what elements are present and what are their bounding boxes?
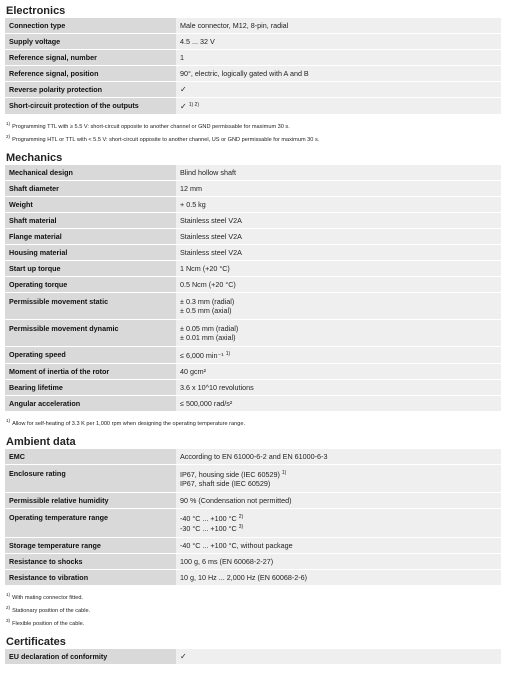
table-row [5,98,501,115]
table-row [5,82,501,98]
table-row [5,380,501,396]
footnote-ref: 2) [238,514,244,520]
spec-value: 1 Ncm (+20 °C) [176,261,501,277]
table-row [5,347,501,364]
footnote-mark: 1) [6,121,11,126]
spec-value: 4.5 ... 32 V [176,34,501,50]
checkmark-icon: ✓ [180,102,187,111]
table-row [5,364,501,380]
spec-label: Permissible movement dynamic [5,320,176,347]
spec-label: Flange material [5,229,176,245]
table-row [5,197,501,213]
mechanics-table [5,165,501,412]
spec-label: Reverse polarity protection [5,82,176,98]
spec-value: Stainless steel V2A [176,213,501,229]
table-row [5,66,501,82]
footnote-text: Stationary position of the cable. [12,608,91,614]
footnote-text: Allow for self-heating of 3.3 K per 1,000 rpm when designing the operating temperature range. [12,421,245,427]
table-row [5,245,501,261]
spec-value: ≤ 6,000 min⁻¹ [180,351,224,360]
spec-value-line2: IP67, shaft side (IEC 60529) [180,479,271,488]
footnote [6,616,510,629]
spec-label: Housing material [5,245,176,261]
spec-value: ± 0.05 mm (radial) [180,324,239,333]
spec-value: 90°, electric, logically gated with A and B [176,66,501,82]
spec-label: Operating temperature range [5,509,176,538]
spec-label: Moment of inertia of the rotor [5,364,176,380]
certificates-table [5,649,501,665]
footnote-mark: 2) [6,134,11,139]
spec-value-cell [176,82,501,98]
table-row [5,277,501,293]
spec-value: + 0.5 kg [176,197,501,213]
table-row [5,465,501,493]
spec-value: 100 g, 6 ms (EN 60068-2-27) [176,554,501,570]
table-row [5,34,501,50]
footnote-mark: 2) [6,605,11,610]
footnote-text: With mating connector fitted. [12,595,83,601]
spec-value: ± 0.3 mm (radial) [180,297,235,306]
section-title-certificates: Certificates [6,636,66,648]
spec-label: Permissible movement static [5,293,176,320]
spec-label: Mechanical design [5,165,176,181]
ambient-footnotes [6,590,510,629]
table-row [5,554,501,570]
spec-value: Stainless steel V2A [176,245,501,261]
footnote-mark: 1) [6,592,11,597]
table-row [5,509,501,538]
spec-value-line1 [180,513,497,523]
electronics-table [5,18,501,115]
spec-value-cell [176,649,501,665]
spec-value: Blind hollow shaft [176,165,501,181]
table-row [5,396,501,412]
spec-value-cell [176,293,501,320]
table-row [5,261,501,277]
spec-value: Male connector, M12, 8-pin, radial [176,18,501,34]
spec-label: EMC [5,449,176,465]
table-row [5,181,501,197]
spec-label: Operating torque [5,277,176,293]
spec-label: Operating speed [5,347,176,364]
spec-value-line2: ± 0.5 mm (axial) [180,306,232,315]
spec-value: 40 gcm² [176,364,501,380]
spec-value: 12 mm [176,181,501,197]
spec-label: Weight [5,197,176,213]
spec-value-cell [176,347,501,364]
table-row [5,18,501,34]
spec-value: ≤ 500,000 rad/s² [176,396,501,412]
footnote [6,590,510,603]
spec-value: -40 °C ... +100 °C [180,514,237,523]
table-row [5,50,501,66]
table-row [5,538,501,554]
section-title-mechanics: Mechanics [6,152,63,164]
spec-value-cell [176,465,501,493]
spec-value: Stainless steel V2A [176,229,501,245]
spec-value: 1 [176,50,501,66]
footnote-ref: 1) 2) [188,102,199,108]
footnote-text: Programming HTL or TTL with < 5.5 V: short-circuit opposite to another channel, US or GND permissable for maximum 30 s. [12,137,320,143]
ambient-table [5,449,501,586]
table-row [5,165,501,181]
footnote-ref: 3) [238,524,244,530]
spec-label: Start up torque [5,261,176,277]
spec-label: Short-circuit protection of the outputs [5,98,176,115]
footnote-text: Programming TTL with ≥ 5.5 V: short-circuit opposite to another channel or GND permissable for maximum 30 s. [12,124,290,130]
spec-value: 3.6 x 10^10 revolutions [176,380,501,396]
spec-value: -40 °C ... +100 °C, without package [176,538,501,554]
spec-value: 0.5 Ncm (+20 °C) [176,277,501,293]
spec-value-line2-wrap [180,523,497,533]
footnote [6,119,510,132]
section-title-ambient: Ambient data [6,436,76,448]
spec-label: Supply voltage [5,34,176,50]
spec-value-line2: ± 0.01 mm (axial) [180,333,236,342]
electronics-footnotes [6,119,510,145]
spec-label: Connection type [5,18,176,34]
spec-label: EU declaration of conformity [5,649,176,665]
spec-value: 90 % (Condensation not permitted) [176,493,501,509]
checkmark-icon: ✓ [180,85,187,94]
spec-value-cell [176,320,501,347]
table-row [5,649,501,665]
spec-value: 10 g, 10 Hz ... 2,000 Hz (EN 60068-2-6) [176,570,501,586]
section-title-electronics: Electronics [6,5,66,17]
mechanics-footnotes [6,416,510,429]
spec-label: Shaft diameter [5,181,176,197]
footnote-text: Flexible position of the cable. [12,621,85,627]
footnote [6,603,510,616]
footnote [6,132,510,145]
table-row [5,449,501,465]
spec-value-line1 [180,469,497,479]
table-row [5,293,501,320]
table-row [5,493,501,509]
spec-label: Permissible relative humidity [5,493,176,509]
spec-label: Reference signal, number [5,50,176,66]
table-row [5,320,501,347]
footnote-mark: 3) [6,618,11,623]
checkmark-icon: ✓ [180,652,187,661]
spec-label: Resistance to vibration [5,570,176,586]
spec-value: According to EN 61000-6-2 and EN 61000-6-3 [176,449,501,465]
spec-value-line2: -30 °C ... +100 °C [180,524,237,533]
footnote-mark: 1) [6,418,11,423]
spec-label: Angular acceleration [5,396,176,412]
spec-value-cell [176,98,501,115]
spec-label: Enclosure rating [5,465,176,493]
spec-label: Shaft material [5,213,176,229]
table-row [5,213,501,229]
spec-label: Storage temperature range [5,538,176,554]
table-row [5,570,501,586]
spec-label: Bearing lifetime [5,380,176,396]
footnote-ref: 1) [225,351,231,357]
spec-label: Resistance to shocks [5,554,176,570]
spec-value: IP67, housing side (IEC 60529) [180,470,280,479]
spec-value-cell [176,509,501,538]
table-row [5,229,501,245]
footnote [6,416,510,429]
spec-label: Reference signal, position [5,66,176,82]
footnote-ref: 1) [281,470,287,476]
